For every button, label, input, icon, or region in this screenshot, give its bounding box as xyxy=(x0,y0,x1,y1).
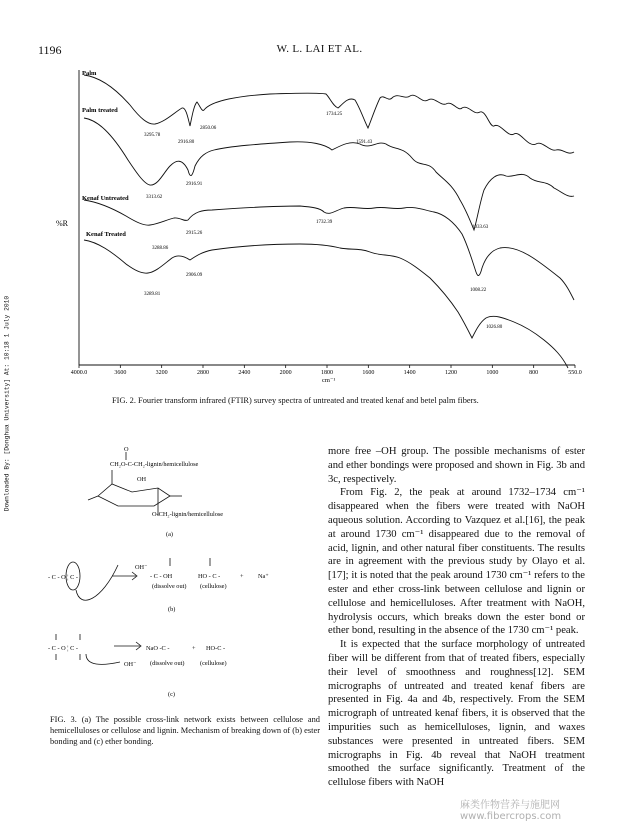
paragraph: more free –OH group. The possible mechanisms of ester and ether bondings were proposed and shown in Fig. 3b and 3c, respectively. xyxy=(328,446,585,485)
series-label-kenaf-treated: Kenaf Treated xyxy=(86,231,126,238)
x-tick-label: 800 xyxy=(529,370,539,376)
paragraph: It is expected that the surface morphology of untreated fiber will be different from that of treated fibers, especially their level of smoothness and roughness[12]. SEM micrographs of untreated and treated kenaf fibers are presented in Fig. 4a and 4b, respectively. From the SEM micrograph of untreated kenaf fibers, it is observed that the impurities such as hemicelluloses, lignin, and waxes substances were presented in untreated fibers. SEM micrographs in Fig. 4b reveal that NaOH treatment smoothed the surface significantly. Treatment of the cellulose fibers with NaOH xyxy=(328,639,585,789)
fig3-cooh: - C - OH xyxy=(150,573,173,580)
fig3-cellulose-b: (cellulose) xyxy=(200,583,227,590)
peak-label: 1591.43 xyxy=(356,140,373,145)
peak-labels xyxy=(144,112,503,330)
figure3-caption: FIG. 3. (a) The possible cross-link network exists between cellulose and hemicelluloses or cellulose and lignin. Mechanism of breaking down of (b) ester bonding and (c) ether bonding. xyxy=(50,715,320,746)
peak-label: 2916.80 xyxy=(178,140,195,145)
series-label-kenaf-untreated: Kenaf Untreated xyxy=(82,195,129,202)
fig3-label-a: (a) xyxy=(166,531,173,538)
x-tick-label: 1800 xyxy=(321,370,333,376)
peak-label: 2906.09 xyxy=(186,273,203,278)
fig3-ho-c2: HO-C - xyxy=(206,645,226,652)
x-tick-label: 1000 xyxy=(486,370,499,376)
fig3-structure-lines xyxy=(56,452,210,664)
body-text xyxy=(328,445,585,790)
fig3-plus-b: + xyxy=(240,573,244,580)
x-axis-label: cm⁻¹ xyxy=(322,377,336,384)
fig3-oh: OH xyxy=(137,476,147,483)
fig3-plus-c: + xyxy=(192,645,196,652)
x-tick-label: 550.0 xyxy=(568,370,582,376)
fig3-nao-c: NaO -C - xyxy=(146,645,170,652)
page-number: 1196 xyxy=(38,43,62,57)
fig3-dissolve-c: (dissolve out) xyxy=(150,660,185,667)
fig3-ether-chain: O-CH₂-lignin/hemicellulose xyxy=(152,511,224,518)
watermark: 麻类作物营养与施肥网 www.fibercrops.com xyxy=(460,800,562,822)
fig3-dissolve-b: (dissolve out) xyxy=(152,583,187,590)
fig3-curve-arrow-c xyxy=(86,654,120,664)
peak-label: 1008.22 xyxy=(470,288,487,293)
fig3-ether-bond: - C - O ¦ C - xyxy=(48,645,78,652)
fig3-na: Na⁺ xyxy=(258,573,269,580)
fig3-oh-minus-c: OH⁻ xyxy=(124,661,137,668)
peak-label: 3289.81 xyxy=(144,292,161,297)
peak-label: 1732.39 xyxy=(316,220,333,225)
x-tick-label: 3600 xyxy=(114,370,127,376)
running-head: W. L. LAI ET AL. xyxy=(276,43,363,55)
y-axis-label: %R xyxy=(56,219,68,228)
x-tick-label: 2400 xyxy=(238,370,251,376)
paragraph: From Fig. 2, the peak at around 1732–1734 cm⁻¹ disappeared when the fibers were treated with NaOH aqueous solution. According to Vazquez et al.[16], the peak at around 1730 cm⁻¹ disappeared due to the removal of acid, lignin, and other natural fiber constituents. The results are in agreement with the previous study by Olayo et al.[17]; it is noted that the peak around 1730 cm⁻¹ refers to the ester and ether cross-link between cellulose and lignin or cellulose and hemicelluloses. After treatment with NaOH, hydrolysis occurs, which breaks down the ester bond or ether bond, resulting in the absence of the 1730 cm⁻¹ peak. xyxy=(328,487,585,637)
peak-label: 2916.91 xyxy=(186,182,203,187)
fig3-ester-bond: - C - O ¦ C - xyxy=(48,574,78,581)
peak-label: 1734.25 xyxy=(326,112,343,117)
fig3-ester-chain: CH₂O-C-CH₂-lignin/hemicellulose xyxy=(110,461,199,468)
figure3-schematic xyxy=(40,440,320,710)
x-ticks xyxy=(71,365,582,376)
fig3-curve-arrow-b xyxy=(76,565,118,600)
download-sidebar: Downloaded By: [Donghua University] At: 10:18 1 July 2010 xyxy=(3,295,11,512)
fig3-cellulose-c: (cellulose) xyxy=(200,660,227,667)
x-tick-label: 2000 xyxy=(279,370,292,376)
peak-label: 3288.86 xyxy=(152,246,169,251)
fig3-oh-minus-b: OH⁻ xyxy=(135,564,148,571)
x-tick-label: 4000.0 xyxy=(70,370,88,376)
x-tick-label: 1200 xyxy=(445,370,457,376)
peak-label: 3313.62 xyxy=(146,195,163,200)
series-label-palm: Palm xyxy=(82,70,97,77)
peak-label: 2850.06 xyxy=(200,126,217,131)
series-label-palm-treated: Palm treated xyxy=(82,107,118,114)
figure2-caption: FIG. 2. Fourier transform infrared (FTIR) survey spectra of untreated and treated kenaf and betel palm fibers. xyxy=(112,396,479,405)
fig3-ho-c: HO - C - xyxy=(198,573,221,580)
x-tick-label: 1400 xyxy=(403,370,416,376)
peak-label: 3295.78 xyxy=(144,133,161,138)
x-tick-label: 2800 xyxy=(197,370,209,376)
fig3-ester-o: O xyxy=(124,446,129,453)
peak-label: 1033.63 xyxy=(472,225,489,230)
peak-label: 2915.26 xyxy=(186,231,203,236)
ftir-figure xyxy=(0,60,639,390)
x-tick-label: 1600 xyxy=(362,370,375,376)
series-kenaf-treated xyxy=(84,240,568,368)
x-tick-label: 3200 xyxy=(155,370,168,376)
peak-label: 1026.80 xyxy=(486,325,503,330)
fig3-label-b: (b) xyxy=(168,606,176,613)
fig3-label-c: (c) xyxy=(168,691,175,698)
